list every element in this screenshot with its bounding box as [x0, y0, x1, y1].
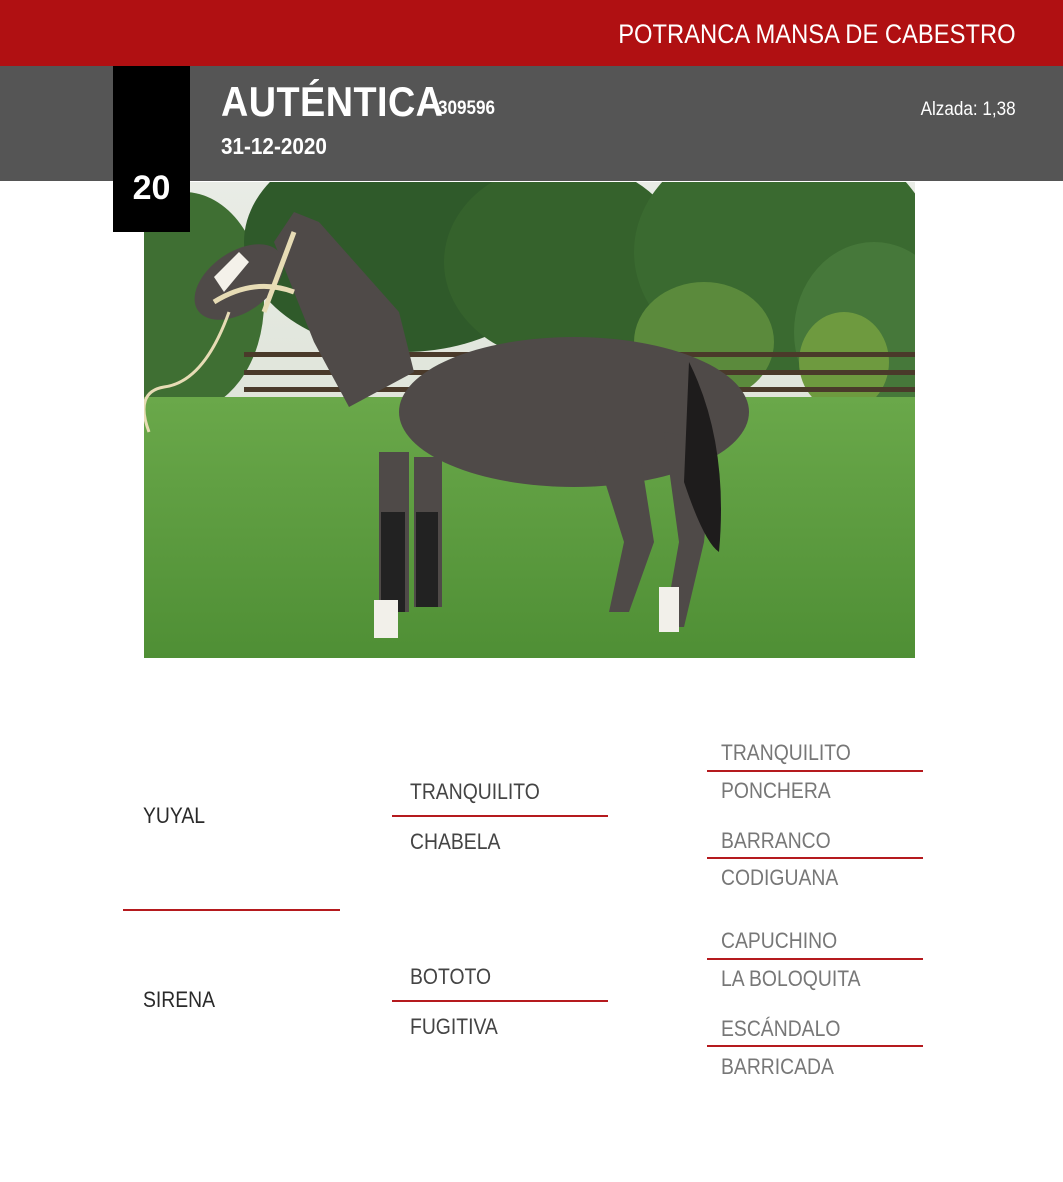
sire-sire-dam-name: PONCHERA: [721, 778, 831, 803]
registration-number: 309596: [438, 98, 496, 119]
dam-dam-sire-name: ESCÁNDALO: [721, 1016, 841, 1041]
height-value: Alzada: 1,38: [920, 99, 1016, 120]
pedigree-divider: [392, 1000, 608, 1002]
dam-name: SIRENA: [143, 987, 216, 1012]
dam-sire-name: BOTOTO: [410, 964, 492, 989]
horse-photo: [144, 182, 915, 658]
sire-sire-name: TRANQUILITO: [410, 779, 540, 804]
category-title: POTRANCA MANSA DE CABESTRO: [618, 19, 1016, 49]
pedigree-divider: [123, 909, 340, 911]
sire-dam-sire-name: BARRANCO: [721, 828, 831, 853]
pedigree-divider: [707, 770, 923, 772]
lot-number-box: [113, 66, 190, 232]
pedigree-divider: [707, 857, 923, 859]
horse-name: AUTÉNTICA: [221, 78, 444, 125]
birth-date: 31-12-2020: [221, 133, 327, 159]
dam-sire-dam-name: LA BOLOQUITA: [721, 966, 861, 991]
sire-dam-name: CHABELA: [410, 829, 501, 854]
sire-dam-dam-name: CODIGUANA: [721, 865, 839, 890]
category-banner: [0, 0, 1063, 66]
sire-name: YUYAL: [143, 803, 206, 828]
pedigree-divider: [707, 1045, 923, 1047]
dam-dam-name: FUGITIVA: [410, 1014, 498, 1039]
sire-sire-sire-name: TRANQUILITO: [721, 740, 851, 765]
pedigree-divider: [392, 815, 608, 817]
lot-number: 20: [132, 169, 171, 207]
dam-sire-sire-name: CAPUCHINO: [721, 928, 838, 953]
dam-dam-dam-name: BARRICADA: [721, 1054, 834, 1079]
pedigree-divider: [707, 958, 923, 960]
